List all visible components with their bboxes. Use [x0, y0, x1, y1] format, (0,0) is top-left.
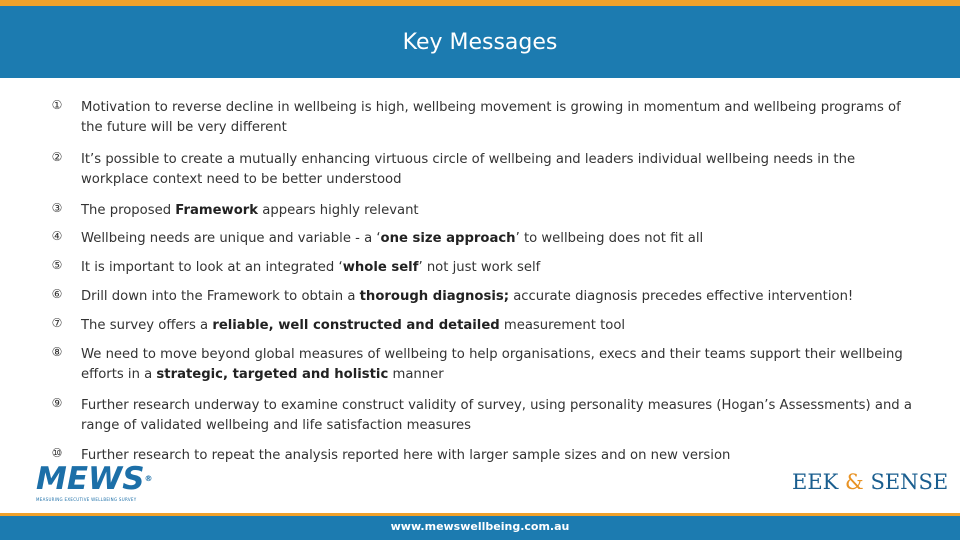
mews-logo-subtitle: MEASURING EXECUTIVE WELLBEING SURVEY: [36, 497, 137, 502]
item-number: ⑦: [51, 316, 63, 330]
item-text: Wellbeing needs are unique and variable - a ‘one size approach’ to wellbeing does not fit all: [81, 231, 704, 246]
item-number: ②: [51, 150, 63, 164]
item-number: ⑧: [51, 345, 63, 359]
item-number: ④: [51, 229, 63, 243]
item-text: Drill down into the Framework to obtain a thorough diagnosis; accurate diagnosis precedes effective intervention!: [81, 289, 854, 304]
item-number: ⑤: [51, 258, 63, 272]
eek-and-sense-logo: [792, 470, 948, 494]
item-number: ⑥: [51, 287, 63, 301]
item-number: ⑨: [51, 396, 63, 410]
item-text: We need to move beyond global measures of wellbeing to help organisations, execs and their teams support their wellbeing efforts in a strategic, targeted and holistic manner: [81, 347, 903, 382]
item-text: Motivation to reverse decline in wellbeing is high, wellbeing movement is growing in momentum and wellbeing programs of the future will be very different: [81, 100, 901, 135]
mews-logo: [36, 461, 153, 508]
item-number: ①: [51, 98, 63, 112]
item-text: The proposed Framework appears highly relevant: [81, 203, 419, 218]
logo-word-eek: EEK: [792, 470, 839, 494]
item-text: Further research to repeat the analysis reported here with larger sample sizes and on new version: [81, 448, 731, 463]
item-text: The survey offers a reliable, well constructed and detailed measurement tool: [81, 318, 626, 333]
item-number: ⑩: [51, 446, 63, 460]
slide-title: Key Messages: [402, 30, 558, 55]
registered-mark: ®: [144, 474, 153, 483]
logo-ampersand: &: [845, 470, 864, 494]
item-text: It’s possible to create a mutually enhancing virtuous circle of wellbeing and leaders individual wellbeing needs in the workplace context need to be better understood: [81, 152, 856, 187]
item-text: Further research underway to examine construct validity of survey, using personality measures (Hogan’s Assessments) and a range of validated wellbeing and life satisfaction measures: [81, 398, 912, 433]
item-text: It is important to look at an integrated ‘whole self’ not just work self: [81, 260, 541, 275]
item-number: ③: [51, 201, 63, 215]
mews-logo-text: MEWS: [36, 461, 145, 497]
footer-website-link[interactable]: www.mewswellbeing.com.au: [390, 520, 570, 533]
logo-word-sense: SENSE: [870, 470, 949, 494]
